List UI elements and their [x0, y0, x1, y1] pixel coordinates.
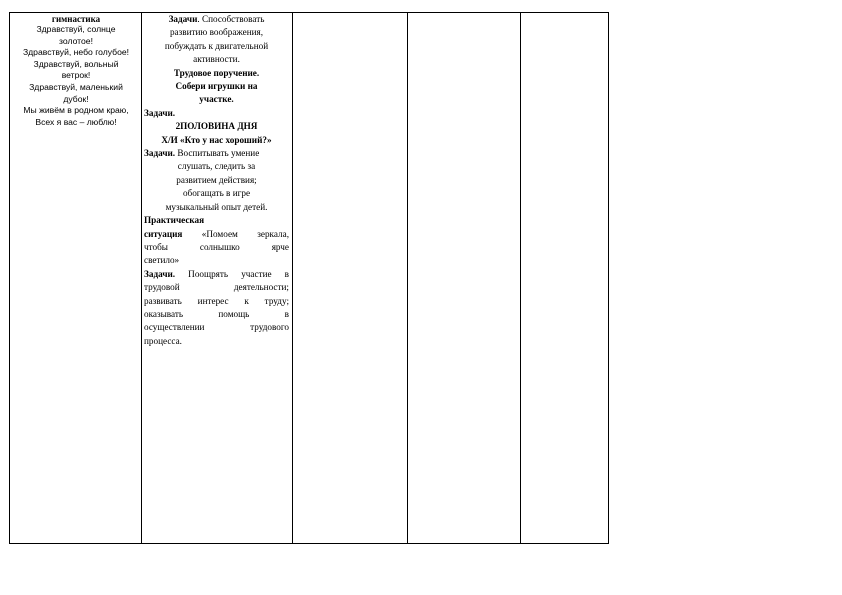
labor-assignment-title: Собери игрушки на	[175, 81, 258, 92]
task-text: Поощрять участие в	[175, 268, 289, 279]
game-title: Х/И «Кто у нас хороший?»	[161, 134, 272, 145]
half-day-heading: 2ПОЛОВИНА ДНЯ	[175, 121, 258, 132]
practical-situation-title: Практическая	[144, 215, 205, 226]
task-text: музыкальный опыт детей.	[165, 201, 268, 212]
practical-situation-label: ситуация	[144, 228, 183, 239]
poem-line: Здравствуй, небо голубое!	[22, 47, 130, 58]
labor-assignment-title: участке.	[199, 94, 234, 105]
task-label: Задачи	[168, 14, 198, 24]
task-text: Воспитывать умение	[175, 148, 260, 159]
column-divider	[292, 13, 293, 543]
task-label: Задачи.	[144, 107, 176, 118]
activities-cell	[144, 13, 289, 348]
task-paragraph	[144, 147, 289, 160]
labor-assignment-title: Трудовое поручение.	[173, 67, 260, 78]
poem-line: Здравствуй, маленький	[29, 81, 123, 92]
column-divider	[520, 13, 521, 543]
task-text: . Способствовать	[197, 14, 265, 24]
task-label: Задачи.	[144, 268, 176, 279]
task-text: побуждать к двигательной	[164, 40, 269, 51]
column-divider	[141, 13, 142, 543]
column-divider	[407, 13, 408, 543]
task-text: развивать интерес к труду;	[144, 295, 289, 306]
task-text: слушать, следить за	[177, 161, 256, 172]
poem-line: Всех я вас – люблю!	[35, 116, 117, 127]
task-label: Задачи.	[144, 148, 176, 159]
gymnastics-cell	[12, 13, 140, 128]
poem-line: Здравствуй, вольный	[33, 58, 119, 69]
task-text: развитием действия;	[176, 174, 257, 185]
task-text: активности.	[193, 54, 240, 65]
task-text: обогащать в игре	[182, 188, 251, 199]
poem-line: золотое!	[59, 35, 93, 46]
poem-line: Мы живём в родном краю,	[23, 105, 129, 116]
schedule-table	[9, 12, 609, 544]
poem-line: Здравствуй, солнце	[36, 24, 116, 34]
task-text: трудовой деятельности;	[144, 282, 289, 293]
practical-situation-text: чтобы солнышко ярче	[144, 241, 289, 252]
task-text: процесса.	[144, 335, 182, 346]
poem-line: ветрок!	[61, 70, 91, 81]
task-text: осуществлении трудового	[144, 322, 289, 333]
poem-line: дубок!	[63, 93, 89, 104]
practical-situation-text: «Помоем зеркала,	[182, 228, 289, 239]
practical-situation-line	[144, 228, 289, 241]
task-text: оказывать помощь в	[144, 308, 289, 319]
gymnastics-heading: гимнастика	[51, 14, 101, 24]
task-text: развитию воображения,	[169, 27, 264, 38]
task-paragraph	[144, 268, 289, 281]
task-paragraph	[144, 13, 289, 26]
practical-situation-text: светило»	[144, 255, 180, 266]
